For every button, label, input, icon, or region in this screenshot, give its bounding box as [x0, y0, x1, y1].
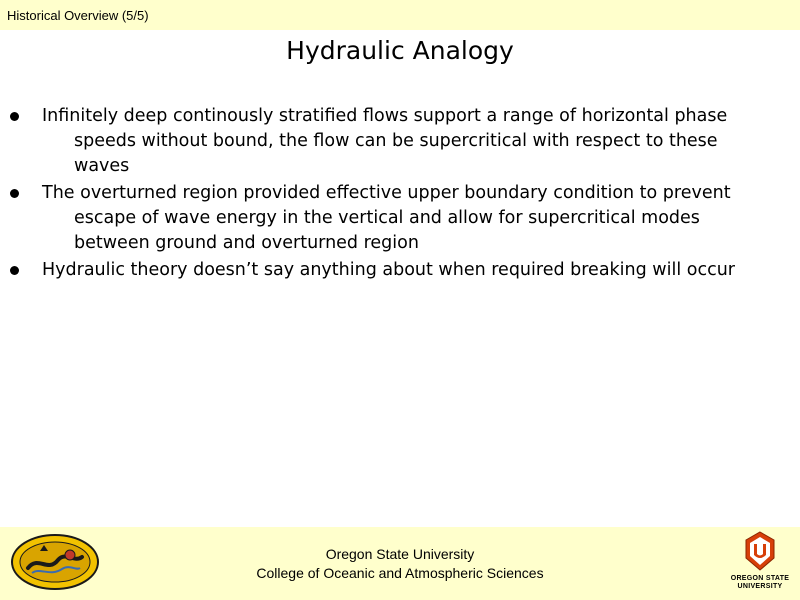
bullet-dot-icon [10, 266, 19, 275]
footer-college: College of Oceanic and Atmospheric Sciences [256, 565, 544, 581]
osu-logo [728, 531, 792, 597]
bullet-item [0, 258, 800, 283]
section-label: Historical Overview (5/5) [7, 8, 149, 23]
bullet-item [0, 181, 800, 256]
bullet-list [0, 104, 800, 285]
osu-wordmark-line2: UNIVERSITY [737, 583, 783, 590]
bullet-text: Hydraulic theory doesn’t say anything about when required breaking will occur [42, 260, 736, 280]
footer-institution: Oregon State University [325, 546, 475, 562]
bullet-text: Infinitely deep continously stratified flows support a range of horizontal phase speeds without bound, the flow can be supercritical with respect to these waves [42, 106, 728, 176]
osu-shield-icon [743, 531, 777, 571]
bullet-dot-icon [10, 112, 19, 121]
bullet-item [0, 104, 800, 179]
slide-title: Hydraulic Analogy [286, 36, 514, 65]
bullet-text: The overturned region provided effective upper boundary condition to prevent escape of wave energy in the vertical and allow for supercritical modes between ground and overturned region [42, 183, 731, 253]
osu-wordmark-line1: OREGON STATE [730, 575, 790, 582]
bullet-dot-icon [10, 189, 19, 198]
footer-text [0, 545, 800, 583]
